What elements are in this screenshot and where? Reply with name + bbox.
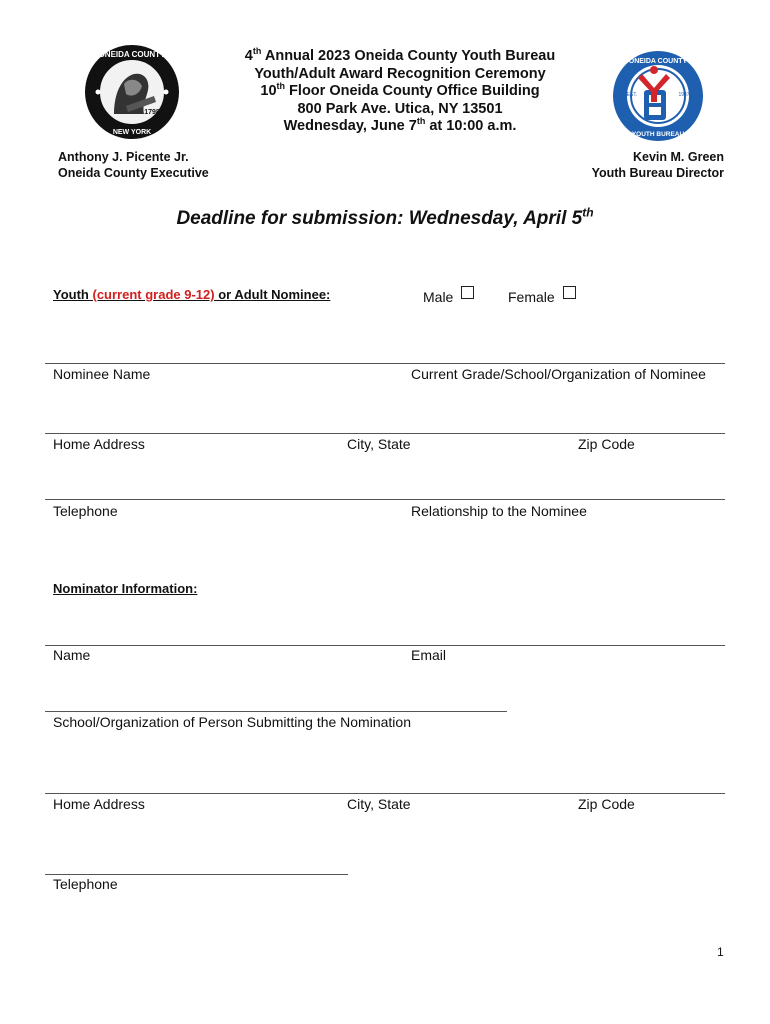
nominator-address-line[interactable] bbox=[45, 793, 725, 794]
nominator-zip-label: Zip Code bbox=[578, 796, 635, 812]
nominator-address-label: Home Address bbox=[53, 796, 145, 812]
nominator-telephone-label: Telephone bbox=[53, 876, 118, 892]
male-checkbox[interactable] bbox=[461, 286, 474, 299]
svg-text:1947: 1947 bbox=[678, 92, 690, 98]
male-label: Male bbox=[423, 289, 454, 305]
nominator-org-line[interactable] bbox=[45, 711, 507, 712]
nominee-telephone-label: Telephone bbox=[53, 503, 118, 519]
left-signatory bbox=[58, 149, 209, 181]
svg-text:NEW YORK: NEW YORK bbox=[112, 129, 152, 136]
right-signatory bbox=[592, 149, 724, 181]
male-option[interactable] bbox=[423, 286, 474, 305]
event-header: 4th Annual 2023 Oneida County Youth Bureau Youth/Adult Award Recognition Ceremony 10th Floor Oneida County Office Building 800 Park Ave. Utica, NY 13501 Wednesday, June 7th at 10:00 a.m. bbox=[244, 46, 556, 134]
female-label: Female bbox=[508, 289, 555, 305]
nominator-name-line[interactable] bbox=[45, 645, 725, 646]
youth-bureau-logo bbox=[612, 50, 704, 142]
oneida-county-seal-logo bbox=[84, 44, 180, 140]
svg-text:ONEIDA COUNTY: ONEIDA COUNTY bbox=[628, 58, 688, 65]
nominee-city-label: City, State bbox=[347, 436, 411, 452]
nominator-email-label: Email bbox=[411, 647, 447, 663]
page-number: 1 bbox=[717, 945, 724, 959]
svg-text:1798: 1798 bbox=[144, 109, 160, 116]
nominee-zip-label: Zip Code bbox=[578, 436, 635, 452]
nominator-org-label: School/Organization of Person Submitting the Nomination bbox=[53, 714, 411, 730]
nominator-name-label: Name bbox=[53, 647, 91, 663]
nominator-section-heading: Nominator Information: bbox=[53, 581, 198, 596]
nominee-relationship-label: Relationship to the Nominee bbox=[411, 503, 587, 519]
female-checkbox[interactable] bbox=[563, 286, 576, 299]
nominator-telephone-line[interactable] bbox=[45, 874, 348, 875]
left-signatory-name: Anthony J. Picente Jr. bbox=[58, 150, 189, 164]
nominee-section-heading: Youth (current grade 9-12) or Adult Nominee: bbox=[53, 287, 331, 302]
svg-text:EST.: EST. bbox=[626, 92, 638, 98]
nominee-telephone-line[interactable] bbox=[45, 499, 725, 500]
nominee-name-label: Nominee Name bbox=[53, 366, 151, 382]
nominee-address-line[interactable] bbox=[45, 433, 725, 434]
female-option[interactable] bbox=[508, 286, 576, 305]
nominee-address-label: Home Address bbox=[53, 436, 145, 452]
svg-text:YOUTH BUREAU: YOUTH BUREAU bbox=[631, 131, 685, 138]
svg-text:ONEIDA COUNTY: ONEIDA COUNTY bbox=[98, 50, 166, 59]
left-signatory-title: Oneida County Executive bbox=[58, 166, 209, 180]
right-signatory-title: Youth Bureau Director bbox=[591, 166, 724, 180]
nominee-name-line[interactable] bbox=[45, 363, 725, 364]
right-signatory-name: Kevin M. Green bbox=[633, 150, 724, 164]
nominator-city-label: City, State bbox=[347, 796, 411, 812]
nominee-grade-label: Current Grade/School/Organization of Nominee bbox=[411, 366, 706, 382]
deadline-heading: Deadline for submission: Wednesday, April 5th bbox=[176, 205, 594, 229]
